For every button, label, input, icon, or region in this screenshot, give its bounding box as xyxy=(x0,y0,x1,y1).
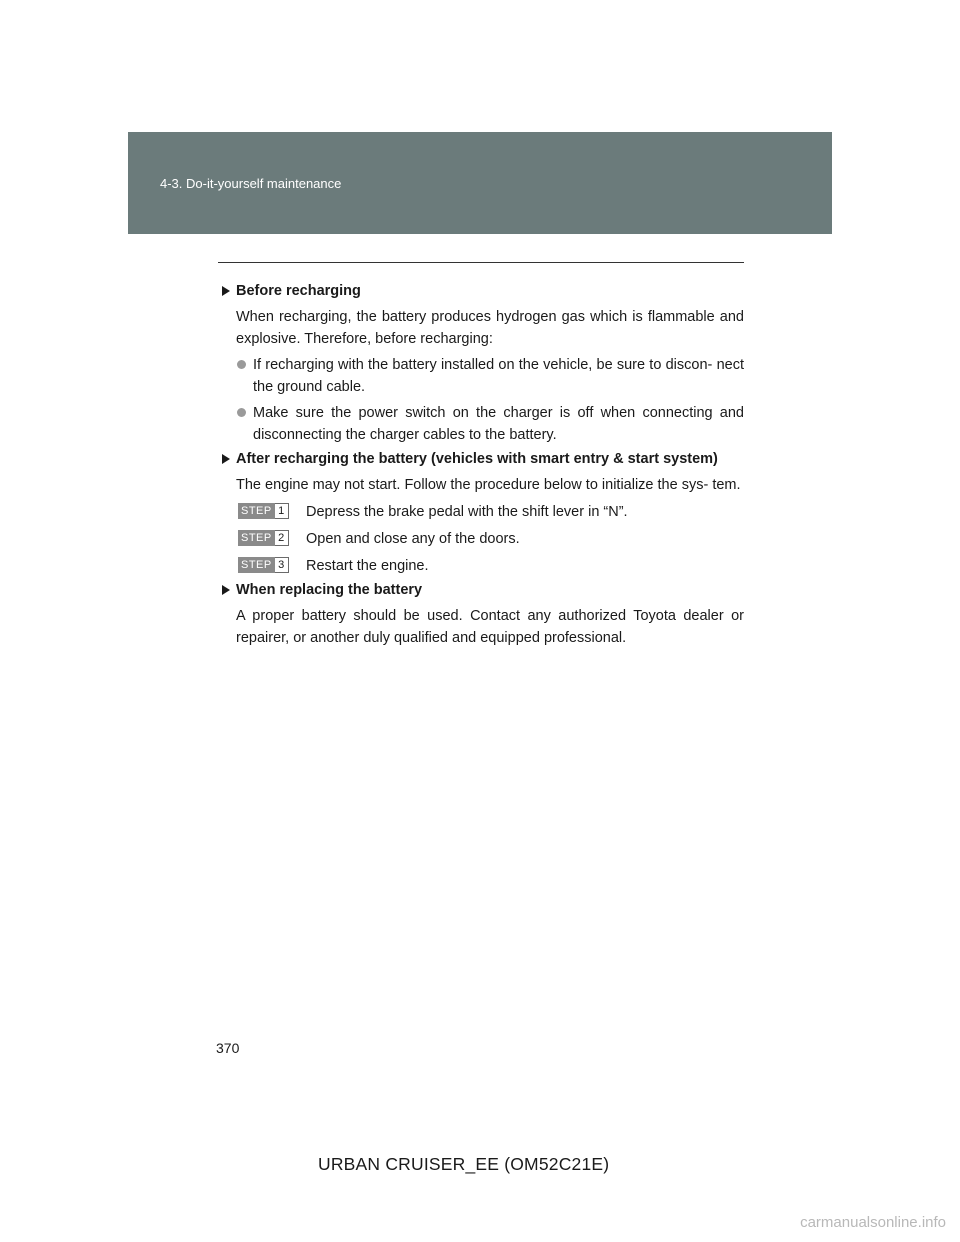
step-number: 2 xyxy=(275,530,289,546)
watermark[interactable]: carmanualsonline.info xyxy=(800,1214,946,1231)
content xyxy=(218,262,744,649)
page-header xyxy=(128,132,832,234)
heading-text: When replacing the battery xyxy=(236,582,423,598)
section-title: 4-3. Do-it-yourself maintenance xyxy=(160,176,342,191)
step-item xyxy=(236,501,744,523)
bullet-item xyxy=(236,354,744,398)
step-badge xyxy=(238,557,289,573)
bullet-text: Make sure the power switch on the charger is off when connecting and disconnecting the charger cables to the battery. xyxy=(253,405,744,443)
step-badge xyxy=(238,530,289,546)
step-label: STEP xyxy=(238,530,275,546)
heading-text: After recharging the battery (vehicles with smart entry & start system) xyxy=(236,451,718,467)
step-text: Depress the brake pedal with the shift lever in “N”. xyxy=(306,504,628,520)
circle-bullet-icon xyxy=(237,408,246,417)
step-item xyxy=(236,528,744,550)
heading-text: Before recharging xyxy=(236,283,361,299)
step-item xyxy=(236,555,744,577)
step-badge xyxy=(238,503,289,519)
bullet-text: If recharging with the battery installed on the vehicle, be sure to discon- nect the ground cable. xyxy=(253,357,744,395)
paragraph: The engine may not start. Follow the procedure below to initialize the sys- tem. xyxy=(236,477,741,493)
divider xyxy=(218,262,744,263)
page-number: 370 xyxy=(216,1040,240,1056)
step-text: Open and close any of the doors. xyxy=(306,531,520,547)
paragraph: A proper battery should be used. Contact any authorized Toyota dealer or repairer, or another duly qualified and equipped professional. xyxy=(236,608,744,646)
section-heading xyxy=(218,581,744,600)
bullet-item xyxy=(236,402,744,446)
step-label: STEP xyxy=(238,503,275,519)
step-number: 3 xyxy=(275,557,289,573)
triangle-bullet-icon xyxy=(222,286,230,296)
step-text: Restart the engine. xyxy=(306,558,429,574)
paragraph: When recharging, the battery produces hydrogen gas which is flammable and explosive. Therefore, before recharging: xyxy=(236,309,744,347)
step-number: 1 xyxy=(275,503,289,519)
section-heading xyxy=(218,450,744,469)
triangle-bullet-icon xyxy=(222,585,230,595)
step-label: STEP xyxy=(238,557,275,573)
triangle-bullet-icon xyxy=(222,454,230,464)
circle-bullet-icon xyxy=(237,360,246,369)
section-heading xyxy=(218,282,744,301)
footer-model: URBAN CRUISER_EE (OM52C21E) xyxy=(318,1154,610,1174)
